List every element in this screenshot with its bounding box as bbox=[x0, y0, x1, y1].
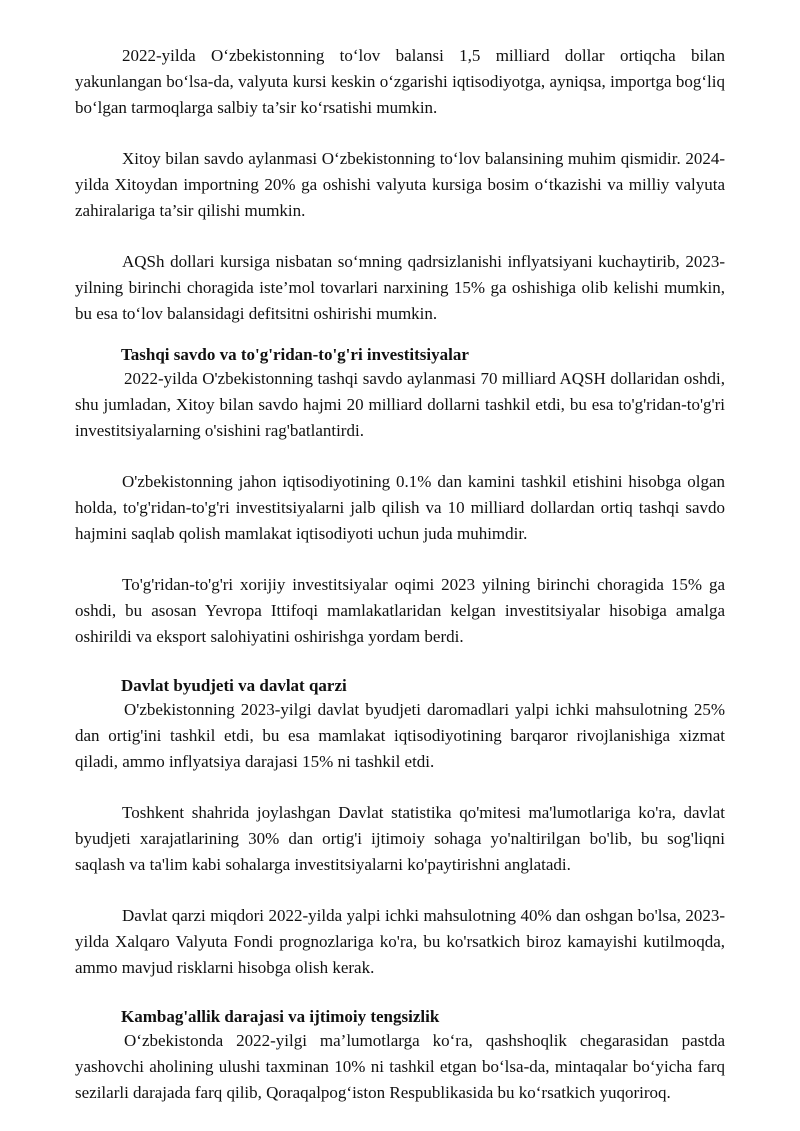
paragraph-som-devaluation: AQSh dollari kursiga nisbatan so‘mning qadrsizlanishi inflyatsiyani kuchaytirib, 2023-yilning birinchi choragida iste’mol tovarlari narxining 15% ga oshishiga olib kelishi mumkin, bu esa to‘lov balansidagi defitsitni oshirishi mumkin. bbox=[75, 252, 725, 323]
document-page bbox=[75, 43, 725, 1131]
paragraph-world-economy-share: O'zbekistonning jahon iqtisodiyotining 0.1% dan kamini tashkil etishini hisobga olgan holda, to'g'ridan-to'g'ri investitsiyalarni jalb qilish va 10 milliard dollardan ortiq tashqi savdo hajmini saqlab qolish mamlakat iqtisodiyoti uchun juda muhimdir. bbox=[75, 472, 725, 543]
paragraph-public-debt: Davlat qarzi miqdori 2022-yilda yalpi ichki mahsulotning 40% dan oshgan bo'lsa, 2023-yilda Xalqaro Valyuta Fondi prognozlariga ko'ra, bu ko'rsatkich biroz kamayishi kutilmoqda, ammo mavjud risklarni hisobga olish kerak. bbox=[75, 906, 725, 977]
section-heading-poverty: Kambag'allik darajasi va ijtimoiy tengsizlik bbox=[121, 1007, 440, 1026]
paragraph-budget-spending: Toshkent shahrida joylashgan Davlat statistika qo'mitesi ma'lumotlariga ko'ra, davlat byudjeti xarajatlarining 30% dan ortig'i ijtimoiy sohaga yo'naltirilgan bo'lib, bu sog'liqni saqlash va ta'lim kabi sohalarga investitsiyalarni ko'paytirishni anglatadi. bbox=[75, 803, 725, 874]
paragraph-china-trade: Xitoy bilan savdo aylanmasi O‘zbekistonning to‘lov balansining muhim qismidir. 2024-yilda Xitoydan importning 20% ga oshishi valyuta kursiga bosim o‘tkazishi va milliy valyuta zahiralariga ta’sir qilishi mumkin. bbox=[75, 149, 725, 220]
paragraph-budget-revenue: O'zbekistonning 2023-yilgi davlat byudjeti daromadlari yalpi ichki mahsulotning 25% dan ortig'ini tashkil etdi, bu esa mamlakat iqtisodiyotining barqaror rivojlanishiga xizmat qiladi, ammo inflyatsiya darajasi 15% ni tashkil etdi. bbox=[75, 700, 725, 771]
section-heading-trade: Tashqi savdo va to'g'ridan-to'g'ri investitsiyalar bbox=[121, 345, 469, 364]
paragraph-poverty-rate: O‘zbekistonda 2022-yilgi ma’lumotlarga ko‘ra, qashshoqlik chegarasidan pastda yashovchi aholining ulushi taxminan 10% ni tashkil etgan bo‘lsa-da, mintaqalar bo‘yicha farq sezilarli darajada farq qilib, Qoraqalpog‘iston Respublikasida bu ko‘rsatkich yuqoriroq. bbox=[75, 1031, 725, 1102]
section-heading-budget: Davlat byudjeti va davlat qarzi bbox=[121, 676, 347, 695]
paragraph-payment-balance: 2022-yilda O‘zbekistonning to‘lov balansi 1,5 milliard dollar ortiqcha bilan yakunlangan bo‘lsa-da, valyuta kursi keskin o‘zgarishi iqtisodiyotga, ayniqsa, importga bog‘liq bo‘lgan tarmoqlarga salbiy ta’sir ko‘rsatishi mumkin. bbox=[75, 46, 725, 117]
paragraph-trade-turnover: 2022-yilda O'zbekistonning tashqi savdo aylanmasi 70 milliard AQSH dollaridan oshdi, shu jumladan, Xitoy bilan savdo hajmi 20 milliard dollarni tashkil etdi, bu esa to'g'ridan-to'g'ri investitsiyalarning o'sishini rag'batlantirdi. bbox=[75, 369, 725, 440]
paragraph-fdi-inflow: To'g'ridan-to'g'ri xorijiy investitsiyalar oqimi 2023 yilning birinchi choragida 15% ga oshdi, bu asosan Yevropa Ittifoqi mamlakatlaridan kelgan investitsiyalar hisobiga amalga oshirildi va eksport salohiyatini oshirishga yordam berdi. bbox=[75, 575, 725, 646]
